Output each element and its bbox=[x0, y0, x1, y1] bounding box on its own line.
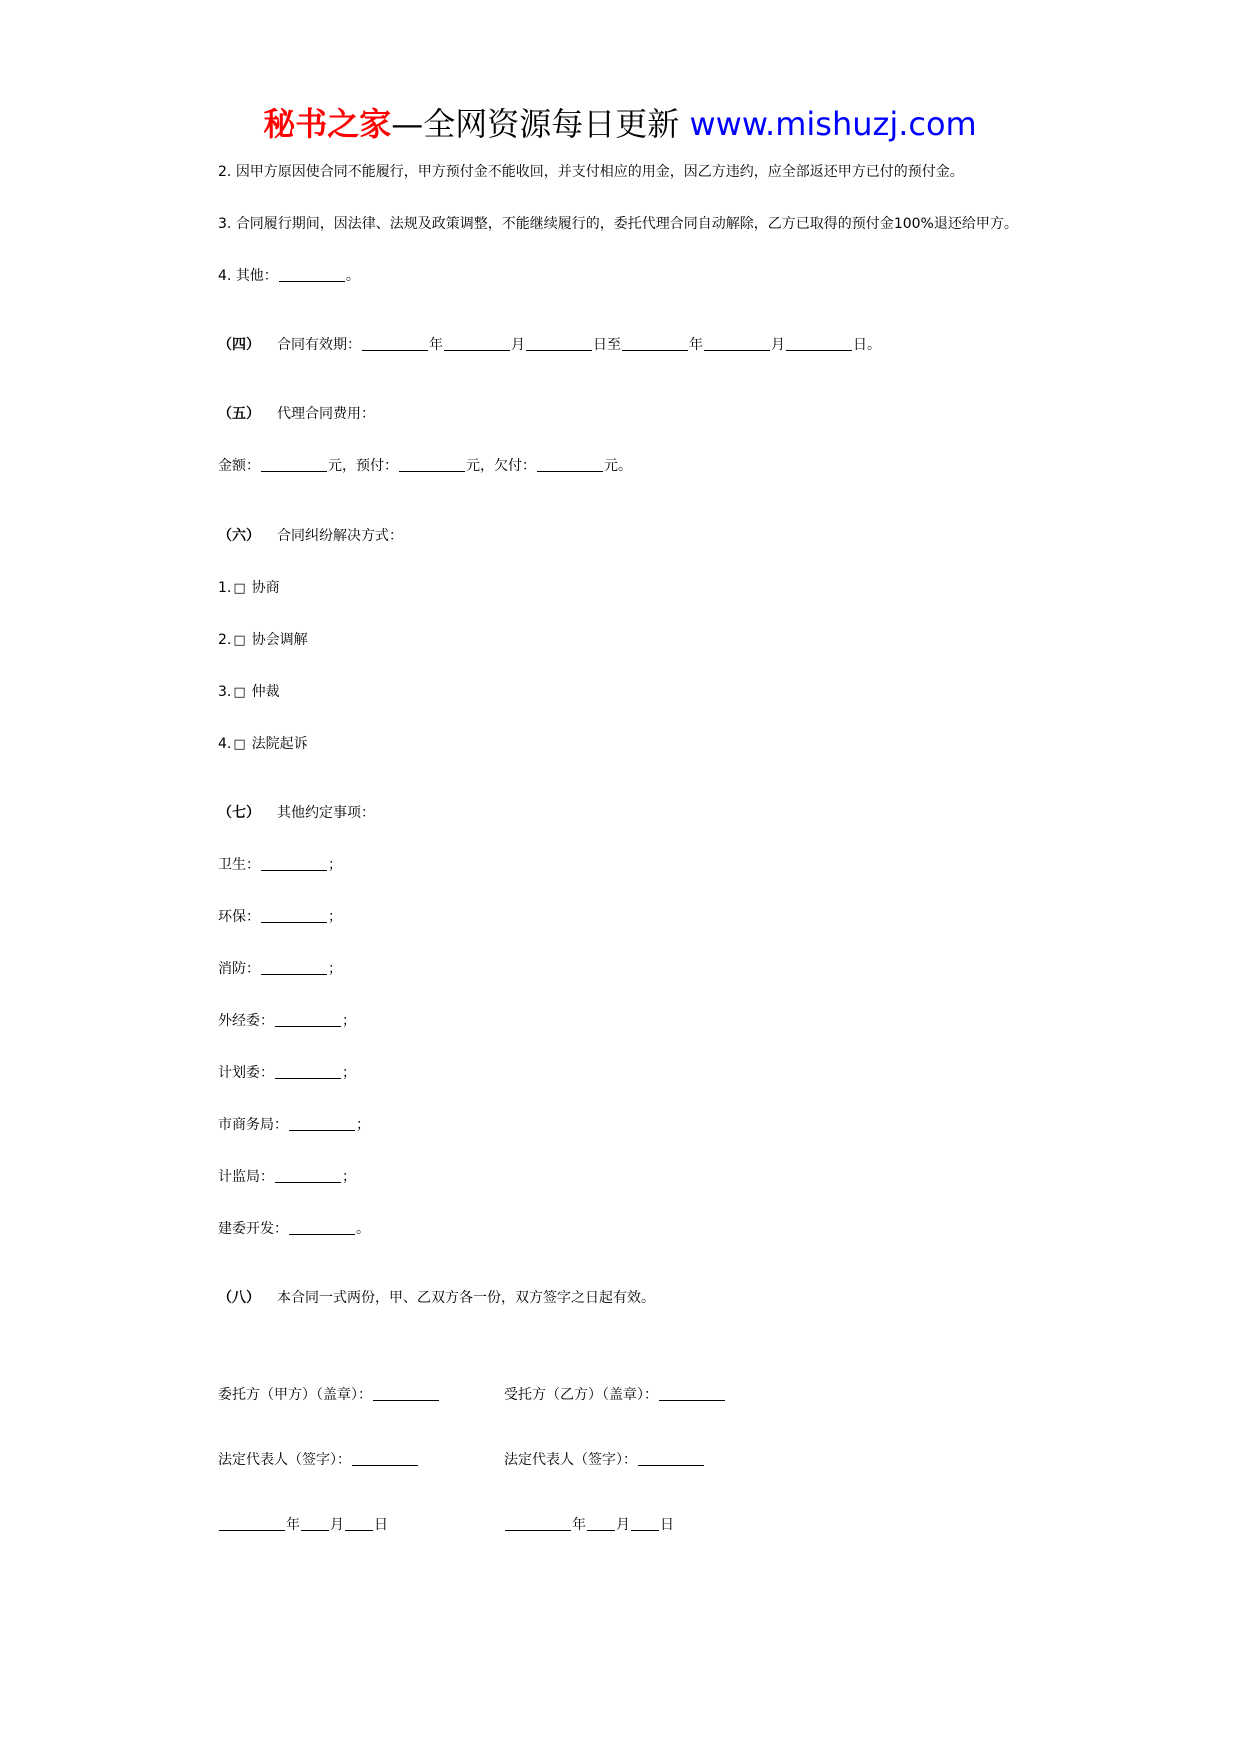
section-4-mark: （四） bbox=[218, 337, 260, 353]
rep-b-label: 法定代表人（签字）： bbox=[504, 1452, 637, 1468]
dispute-option-3-number: 3. bbox=[218, 684, 232, 700]
date-a-day-blank[interactable] bbox=[345, 1515, 373, 1531]
section-8-text: 本合同一式两份，甲、乙双方各一份，双方签字之日起有效。 bbox=[277, 1290, 655, 1306]
banner-slogan: —全网资源每日更新 bbox=[391, 105, 680, 143]
section-7 bbox=[218, 803, 375, 823]
fee-amount-label: 金额： bbox=[218, 458, 260, 474]
checkbox-icon[interactable]: □ bbox=[233, 685, 246, 700]
section-6 bbox=[218, 526, 403, 546]
clause-4-number: 4. bbox=[218, 268, 232, 284]
agreement-item-end: ； bbox=[342, 1013, 356, 1029]
banner-url-link[interactable]: www.mishuzj.com bbox=[689, 105, 977, 143]
agreement-item-blank[interactable] bbox=[289, 1115, 355, 1131]
validity-start-day-blank[interactable] bbox=[526, 335, 592, 351]
party-a-seal-label: 委托方（甲方）（盖章）： bbox=[218, 1387, 372, 1403]
clause-4-label: 其他： bbox=[235, 268, 278, 284]
validity-end-day-blank[interactable] bbox=[786, 335, 852, 351]
agreement-item bbox=[218, 907, 342, 927]
dispute-option-3-label: 仲裁 bbox=[251, 684, 280, 700]
agreement-item-label: 环保： bbox=[218, 909, 260, 925]
dispute-option-1-label: 协商 bbox=[251, 580, 280, 596]
agreement-item-label: 市商务局： bbox=[218, 1117, 288, 1133]
agreement-item-end: ； bbox=[356, 1117, 370, 1133]
clause-3-percent: 100% bbox=[893, 216, 934, 232]
section-7-mark: （七） bbox=[218, 805, 260, 821]
section-5 bbox=[218, 404, 375, 424]
clause-3-text-b: 退还给甲方。 bbox=[933, 216, 1018, 232]
date-b-month-blank[interactable] bbox=[587, 1515, 615, 1531]
checkbox-icon[interactable]: □ bbox=[233, 581, 246, 596]
date-a-month: 月 bbox=[330, 1517, 344, 1533]
party-a-seal-blank[interactable] bbox=[373, 1385, 439, 1401]
date-b-year: 年 bbox=[572, 1517, 586, 1533]
clause-4-blank[interactable] bbox=[279, 266, 345, 282]
clause-3-number: 3. bbox=[218, 216, 232, 232]
agreement-item-end: ； bbox=[342, 1065, 356, 1081]
dispute-option-3[interactable] bbox=[218, 682, 280, 703]
agreement-item-blank[interactable] bbox=[261, 907, 327, 923]
agreement-item-end: ； bbox=[342, 1169, 356, 1185]
clause-3-text-a: 合同履行期间，因法律、法规及政策调整，不能继续履行的，委托代理合同自动解除，乙方已取得的预付金 bbox=[235, 216, 894, 232]
agreement-item bbox=[218, 1063, 356, 1083]
date-a-year-blank[interactable] bbox=[219, 1515, 285, 1531]
agreement-item-end: ； bbox=[328, 961, 342, 977]
agreement-item-end: ； bbox=[328, 909, 342, 925]
section-4-label: 合同有效期： bbox=[277, 337, 361, 353]
agreement-item-end: 。 bbox=[356, 1221, 370, 1237]
rep-b-blank[interactable] bbox=[638, 1450, 704, 1466]
agreement-item bbox=[218, 1167, 356, 1187]
agreement-item-label: 建委开发： bbox=[218, 1221, 288, 1237]
clause-4-end: 。 bbox=[345, 268, 360, 284]
validity-start-year-blank[interactable] bbox=[362, 335, 428, 351]
agreement-item-label: 外经委： bbox=[218, 1013, 274, 1029]
section-7-label: 其他约定事项： bbox=[277, 805, 375, 821]
checkbox-icon[interactable]: □ bbox=[233, 633, 246, 648]
dispute-option-4-number: 4. bbox=[218, 736, 232, 752]
validity-end-year-blank[interactable] bbox=[622, 335, 688, 351]
date-a-day: 日 bbox=[374, 1517, 388, 1533]
validity-month-2: 月 bbox=[771, 337, 785, 353]
dispute-option-2-number: 2. bbox=[218, 632, 232, 648]
agreement-item-blank[interactable] bbox=[275, 1011, 341, 1027]
fee-yuan-3: 元。 bbox=[604, 458, 632, 474]
section-8-mark: （八） bbox=[218, 1290, 260, 1306]
dispute-option-1-number: 1. bbox=[218, 580, 232, 596]
fees-line bbox=[218, 456, 632, 476]
signature-row-rep bbox=[218, 1450, 918, 1470]
agreement-item-label: 消防： bbox=[218, 961, 260, 977]
agreement-item bbox=[218, 959, 342, 979]
fee-yuan-1: 元，预付： bbox=[328, 458, 398, 474]
agreement-item bbox=[218, 1219, 370, 1239]
validity-start-month-blank[interactable] bbox=[444, 335, 510, 351]
fee-prepaid-blank[interactable] bbox=[399, 456, 465, 472]
agreement-item-blank[interactable] bbox=[275, 1167, 341, 1183]
section-6-label: 合同纠纷解决方式： bbox=[277, 528, 403, 544]
validity-year-2: 年 bbox=[689, 337, 703, 353]
clause-3 bbox=[218, 214, 1018, 234]
validity-end-month-blank[interactable] bbox=[704, 335, 770, 351]
agreement-item bbox=[218, 855, 342, 875]
section-5-label: 代理合同费用： bbox=[277, 406, 375, 422]
clause-2-number: 2. bbox=[218, 164, 232, 180]
rep-a-blank[interactable] bbox=[352, 1450, 418, 1466]
date-a-month-blank[interactable] bbox=[301, 1515, 329, 1531]
dispute-option-2[interactable] bbox=[218, 630, 308, 651]
party-b-seal-label: 受托方（乙方）（盖章）： bbox=[504, 1387, 658, 1403]
site-banner bbox=[0, 100, 1240, 148]
fee-amount-blank[interactable] bbox=[261, 456, 327, 472]
agreement-item-blank[interactable] bbox=[261, 855, 327, 871]
dispute-option-1[interactable] bbox=[218, 578, 280, 599]
fee-owed-blank[interactable] bbox=[537, 456, 603, 472]
signature-row-date bbox=[218, 1515, 918, 1535]
party-b-seal-blank[interactable] bbox=[659, 1385, 725, 1401]
section-8 bbox=[218, 1288, 655, 1308]
date-b-day-blank[interactable] bbox=[631, 1515, 659, 1531]
dispute-option-4-label: 法院起诉 bbox=[251, 736, 308, 752]
validity-day: 日 bbox=[853, 337, 867, 353]
rep-a-label: 法定代表人（签字）： bbox=[218, 1452, 351, 1468]
banner-brand: 秘书之家 bbox=[263, 105, 392, 143]
section-5-mark: （五） bbox=[218, 406, 260, 422]
agreement-item bbox=[218, 1011, 356, 1031]
agreement-item-label: 计监局： bbox=[218, 1169, 274, 1185]
section-4 bbox=[218, 335, 881, 355]
validity-month-1: 月 bbox=[511, 337, 525, 353]
fee-yuan-2: 元，欠付： bbox=[466, 458, 536, 474]
validity-year-1: 年 bbox=[429, 337, 443, 353]
signature-row-party bbox=[218, 1385, 918, 1405]
dispute-option-4[interactable] bbox=[218, 734, 308, 755]
date-b-month: 月 bbox=[616, 1517, 630, 1533]
clause-2-text: 因甲方原因使合同不能履行，甲方预付金不能收回，并支付相应的用金，因乙方违约，应全部返还甲方已付的预付金。 bbox=[235, 164, 964, 180]
clause-2 bbox=[218, 162, 964, 182]
validity-end: 。 bbox=[867, 337, 881, 353]
validity-day-to: 日至 bbox=[593, 337, 621, 353]
date-b-year-blank[interactable] bbox=[505, 1515, 571, 1531]
dispute-option-2-label: 协会调解 bbox=[251, 632, 308, 648]
agreement-item-label: 计划委： bbox=[218, 1065, 274, 1081]
agreement-item-end: ； bbox=[328, 857, 342, 873]
checkbox-icon[interactable]: □ bbox=[233, 737, 246, 752]
agreement-item-label: 卫生： bbox=[218, 857, 260, 873]
agreement-item-blank[interactable] bbox=[261, 959, 327, 975]
date-a-year: 年 bbox=[286, 1517, 300, 1533]
date-b-day: 日 bbox=[660, 1517, 674, 1533]
section-6-mark: （六） bbox=[218, 528, 260, 544]
agreement-item-blank[interactable] bbox=[289, 1219, 355, 1235]
agreement-item bbox=[218, 1115, 370, 1135]
agreement-item-blank[interactable] bbox=[275, 1063, 341, 1079]
clause-4 bbox=[218, 266, 360, 286]
